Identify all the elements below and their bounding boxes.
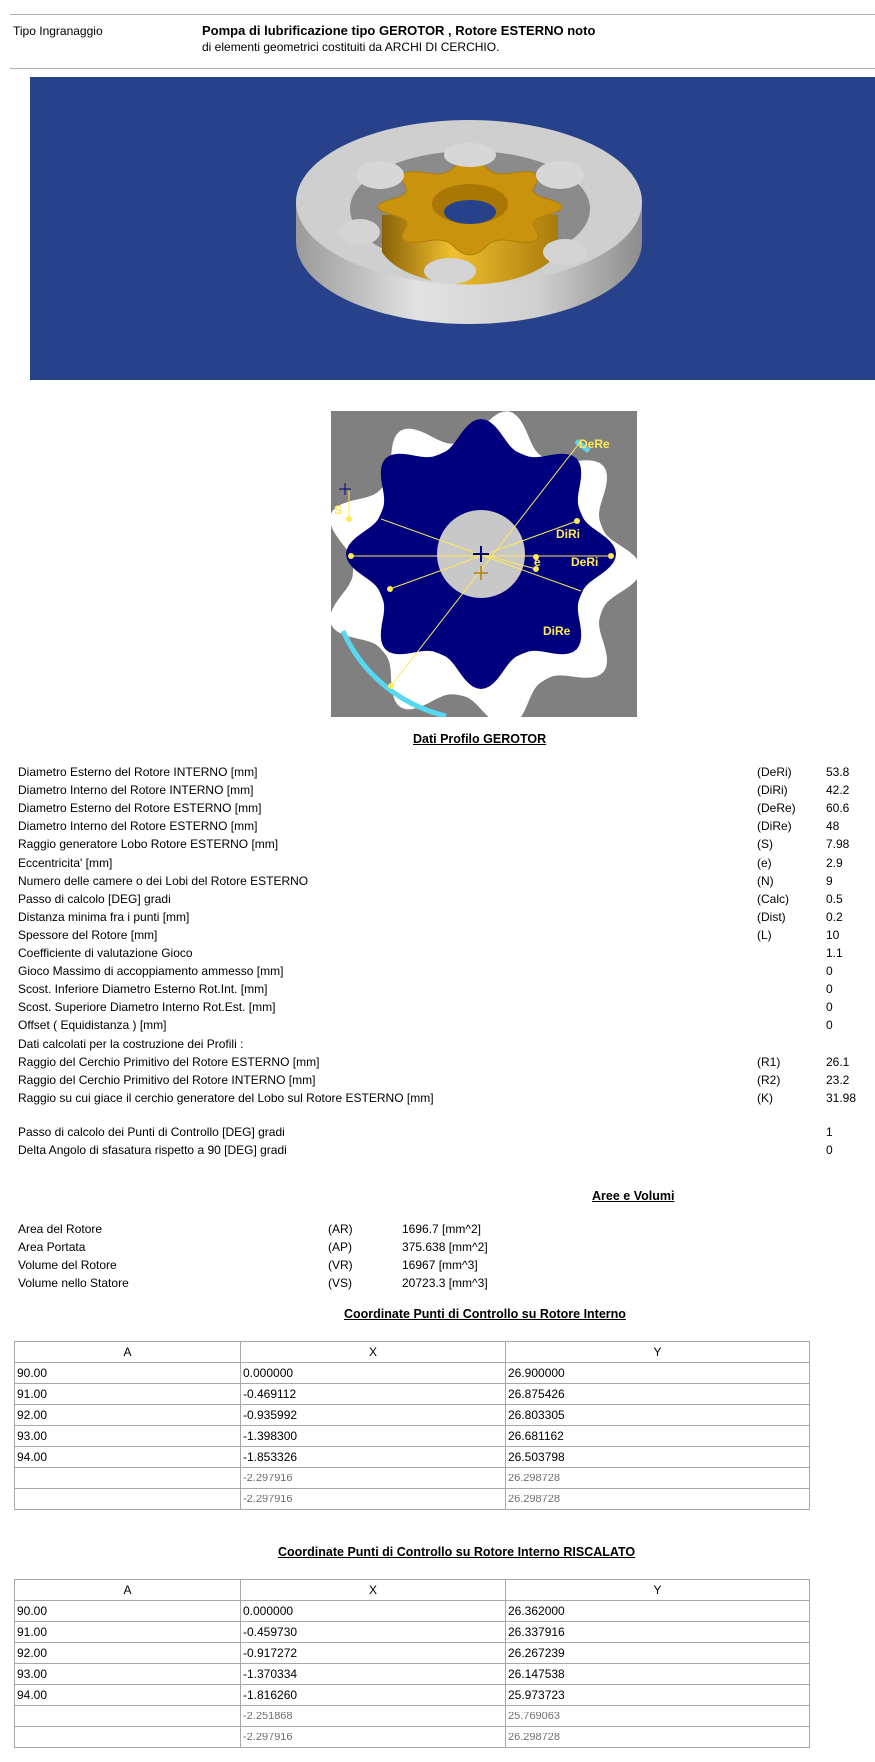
table-cell: -0.935992 — [241, 1405, 506, 1426]
table-cell — [15, 1706, 241, 1727]
table-cell — [15, 1468, 241, 1489]
profile-row-value: 0 — [826, 964, 833, 979]
page-subtitle: di elementi geometrici costituiti da ARCHI DI CERCHIO. — [202, 40, 500, 54]
table-cell: 91.00 — [15, 1384, 241, 1405]
profile-row — [18, 1091, 868, 1109]
header-bottom-divider — [10, 68, 875, 69]
profile-row-symbol: (N) — [757, 873, 774, 888]
table2-title: Coordinate Punti di Controllo su Rotore Interno RISCALATO — [278, 1545, 636, 1559]
clipped-cell-text: -2.297916 — [243, 1474, 293, 1482]
table-row — [15, 1405, 810, 1426]
label-dire: DiRe — [543, 624, 571, 638]
profile-row-symbol: (DeRe) — [757, 801, 796, 816]
profile-row — [18, 819, 868, 837]
profile-row-value: 53.8 — [826, 765, 850, 779]
table-cell: 93.00 — [15, 1426, 241, 1447]
table-cell: 94.00 — [15, 1685, 241, 1706]
profile-extra-row — [18, 1125, 868, 1143]
table-cell: 91.00 — [15, 1622, 241, 1643]
profile-row — [18, 874, 868, 892]
label-deri: DeRi — [571, 555, 599, 569]
area-row-symbol: (AP) — [328, 1240, 352, 1255]
area-row-value: 375.638 [mm^2] — [402, 1240, 488, 1255]
profile-row-symbol: (R2) — [757, 1072, 781, 1087]
profile-row-value: 0 — [826, 1143, 833, 1158]
outer-lobe — [543, 239, 587, 265]
profile-row-symbol: (R1) — [757, 1054, 781, 1069]
table-cell: -0.917272 — [241, 1643, 506, 1664]
profile-row — [18, 892, 868, 910]
table-cell: 26.147538 — [506, 1664, 810, 1685]
column-header: Y — [506, 1342, 810, 1363]
clipped-cell-text — [17, 1733, 238, 1741]
table-cell: 92.00 — [15, 1405, 241, 1426]
profile-row — [18, 964, 868, 982]
gerotor-3d-illustration — [30, 77, 875, 380]
table-cell: -1.398300 — [241, 1426, 506, 1447]
table-cell: 26.267239 — [506, 1643, 810, 1664]
profile-row-label: Diametro Interno del Rotore ESTERNO [mm] — [18, 819, 258, 834]
profile-row-symbol: (Calc) — [757, 891, 789, 906]
table-cell — [241, 1727, 506, 1748]
table-row-clipped — [15, 1489, 810, 1510]
column-header: X — [241, 1342, 506, 1363]
areas-section-title: Aree e Volumi — [592, 1189, 675, 1203]
table-cell: -0.459730 — [241, 1622, 506, 1643]
table-cell — [241, 1489, 506, 1510]
table-cell: 0.000000 — [241, 1601, 506, 1622]
profile-row-label: Passo di calcolo [DEG] gradi — [18, 891, 171, 906]
label-e: e — [534, 555, 541, 569]
profile-row-value: 7.98 — [826, 837, 850, 852]
profile-row-label: Delta Angolo di sfasatura rispetto a 90 [DEG] gradi — [18, 1143, 287, 1158]
profile-row-symbol: (K) — [757, 1090, 773, 1105]
profile-row-value: 0.2 — [826, 909, 843, 924]
column-header: X — [241, 1580, 506, 1601]
column-header: A — [15, 1580, 241, 1601]
profile-row-label: Dati calcolati per la costruzione dei Profili : — [18, 1036, 244, 1051]
profile-row — [18, 1000, 868, 1018]
table-cell — [15, 1489, 241, 1510]
area-row — [18, 1240, 618, 1258]
clipped-cell-text: -2.297916 — [243, 1733, 293, 1741]
profile-row — [18, 765, 868, 783]
table-row-clipped — [15, 1727, 810, 1748]
profile-row-symbol: (DiRi) — [757, 783, 788, 798]
profile-row-label: Diametro Interno del Rotore INTERNO [mm] — [18, 783, 254, 798]
gerotor-3d-render — [30, 77, 875, 380]
profile-row-symbol: (L) — [757, 927, 772, 942]
profile-extra-row — [18, 1143, 868, 1161]
inner-rotor-hole-through — [444, 200, 496, 224]
table-cell — [15, 1727, 241, 1748]
table-cell: -1.370334 — [241, 1664, 506, 1685]
outer-lobe — [340, 219, 380, 245]
profile-row-label: Raggio del Cerchio Primitivo del Rotore INTERNO [mm] — [18, 1072, 316, 1087]
table-cell: 94.00 — [15, 1447, 241, 1468]
profile-row-label: Diametro Esterno del Rotore ESTERNO [mm] — [18, 801, 262, 816]
profile-row-value: 42.2 — [826, 783, 850, 798]
table-row — [15, 1384, 810, 1405]
table-cell: 26.803305 — [506, 1405, 810, 1426]
label-diri: DiRi — [556, 527, 580, 541]
gerotor-profile-drawing — [331, 411, 637, 717]
gear-type-label: Tipo Ingranaggio — [13, 24, 103, 38]
profile-row-symbol: (DeRi) — [757, 765, 792, 779]
profile-row — [18, 1073, 868, 1091]
table-row — [15, 1426, 810, 1447]
area-row-label: Volume nello Statore — [18, 1276, 129, 1291]
table-row — [15, 1447, 810, 1468]
clipped-cell-text — [17, 1474, 238, 1482]
profile-section-title: Dati Profilo GEROTOR — [413, 732, 547, 746]
outer-lobe — [424, 258, 476, 284]
profile-row — [18, 1037, 868, 1055]
profile-row — [18, 910, 868, 928]
area-row-label: Area del Rotore — [18, 1222, 103, 1236]
profile-row-label: Diametro Esterno del Rotore INTERNO [mm] — [18, 765, 258, 779]
table-cell — [506, 1489, 810, 1510]
table-row — [15, 1363, 810, 1384]
control-points-table — [14, 1341, 810, 1510]
table-cell: -1.816260 — [241, 1685, 506, 1706]
table-cell — [241, 1706, 506, 1727]
clipped-cell-text: 25.769063 — [508, 1712, 560, 1720]
outer-lobe — [356, 161, 404, 189]
profile-row-value: 0 — [826, 982, 833, 997]
clipped-cell-text — [17, 1495, 238, 1503]
table-row — [15, 1622, 810, 1643]
profile-row — [18, 928, 868, 946]
table-row — [15, 1664, 810, 1685]
table1-title: Coordinate Punti di Controllo su Rotore Interno — [344, 1307, 626, 1321]
profile-row-label: Eccentricita' [mm] — [18, 855, 113, 870]
outer-lobe — [444, 143, 496, 167]
gerotor-profile-diagram — [331, 411, 637, 717]
area-row — [18, 1276, 618, 1294]
table-cell: 26.681162 — [506, 1426, 810, 1447]
profile-row — [18, 837, 868, 855]
area-row — [18, 1258, 618, 1276]
header-top-divider — [10, 14, 875, 15]
table-cell: 93.00 — [15, 1664, 241, 1685]
table-cell — [506, 1468, 810, 1489]
clipped-cell-text: -2.297916 — [243, 1495, 293, 1503]
area-row-label: Area Portata — [18, 1240, 86, 1255]
profile-row-label: Offset ( Equidistanza ) [mm] — [18, 1018, 167, 1033]
area-row-symbol: (VR) — [328, 1258, 353, 1273]
table-row — [15, 1601, 810, 1622]
control-points-rescaled-table — [14, 1579, 810, 1748]
table-cell: 90.00 — [15, 1363, 241, 1384]
profile-row-value: 26.1 — [826, 1054, 850, 1069]
area-row-symbol: (AR) — [328, 1222, 353, 1236]
area-row-value: 1696.7 [mm^2] — [402, 1222, 482, 1236]
clipped-cell-text: 26.298728 — [508, 1474, 560, 1482]
clipped-cell-text: 26.298728 — [508, 1495, 560, 1503]
area-row-value: 16967 [mm^3] — [402, 1258, 478, 1273]
clipped-cell-text: -2.251868 — [243, 1712, 293, 1720]
profile-row — [18, 783, 868, 801]
profile-row-label: Scost. Superiore Diametro Interno Rot.Est. [mm] — [18, 1000, 276, 1015]
table-cell: 26.362000 — [506, 1601, 810, 1622]
profile-row — [18, 1018, 868, 1036]
profile-row-label: Coefficiente di valutazione Gioco — [18, 946, 193, 960]
profile-row-label: Spessore del Rotore [mm] — [18, 927, 158, 942]
profile-row — [18, 856, 868, 874]
area-row-label: Volume del Rotore — [18, 1258, 117, 1273]
outer-lobe — [536, 161, 584, 189]
profile-row — [18, 801, 868, 819]
profile-row-value: 60.6 — [826, 801, 850, 816]
table-cell — [506, 1727, 810, 1748]
profile-row-label: Raggio del Cerchio Primitivo del Rotore ESTERNO [mm] — [18, 1054, 320, 1069]
profile-row-value: 10 — [826, 927, 840, 942]
area-row-symbol: (VS) — [328, 1276, 352, 1291]
page-title: Pompa di lubrificazione tipo GEROTOR , Rotore ESTERNO noto — [202, 23, 596, 38]
table-row-clipped — [15, 1706, 810, 1727]
table-cell — [506, 1706, 810, 1727]
table-cell: 26.875426 — [506, 1384, 810, 1405]
table-cell: 90.00 — [15, 1601, 241, 1622]
profile-row-symbol: (e) — [757, 855, 772, 870]
table-cell: 92.00 — [15, 1643, 241, 1664]
clipped-cell-text — [17, 1712, 238, 1720]
profile-row — [18, 1055, 868, 1073]
profile-row-value: 0 — [826, 1018, 833, 1033]
clipped-cell-text: 26.298728 — [508, 1733, 560, 1741]
profile-row-label: Raggio su cui giace il cerchio generatore del Lobo sul Rotore ESTERNO [mm] — [18, 1090, 434, 1105]
profile-row — [18, 946, 868, 964]
table-cell: -1.853326 — [241, 1447, 506, 1468]
table-row-clipped — [15, 1468, 810, 1489]
profile-row-label: Scost. Inferiore Diametro Esterno Rot.Int. [mm] — [18, 982, 268, 997]
profile-row-value: 31.98 — [826, 1090, 857, 1105]
profile-row-label: Gioco Massimo di accoppiamento ammesso [mm] — [18, 964, 284, 979]
table-cell: 26.900000 — [506, 1363, 810, 1384]
profile-row-value: 9 — [826, 873, 833, 888]
table-cell: -0.469112 — [241, 1384, 506, 1405]
profile-row-value: 23.2 — [826, 1072, 850, 1087]
table-row — [15, 1685, 810, 1706]
label-dere: DeRe — [579, 437, 610, 451]
profile-row-value: 1 — [826, 1125, 833, 1139]
profile-row-symbol: (Dist) — [757, 909, 786, 924]
table-cell: 25.973723 — [506, 1685, 810, 1706]
profile-row-value: 2.9 — [826, 855, 843, 870]
profile-row-label: Distanza minima fra i punti [mm] — [18, 909, 190, 924]
profile-row-value: 1.1 — [826, 946, 843, 960]
column-header: A — [15, 1342, 241, 1363]
profile-row-symbol: (S) — [757, 837, 773, 852]
area-row-value: 20723.3 [mm^3] — [402, 1276, 488, 1291]
profile-row-value: 0 — [826, 1000, 833, 1015]
profile-row-symbol: (DiRe) — [757, 819, 792, 834]
table-cell: 26.503798 — [506, 1447, 810, 1468]
profile-row-label: Raggio generatore Lobo Rotore ESTERNO [mm] — [18, 837, 279, 852]
table-row — [15, 1643, 810, 1664]
profile-row-label: Passo di calcolo dei Punti di Controllo [DEG] gradi — [18, 1125, 285, 1139]
column-header: Y — [506, 1580, 810, 1601]
profile-row — [18, 982, 868, 1000]
table-cell: 0.000000 — [241, 1363, 506, 1384]
table-cell: 26.337916 — [506, 1622, 810, 1643]
profile-row-value: 0.5 — [826, 891, 843, 906]
profile-row-value: 48 — [826, 819, 840, 834]
area-row — [18, 1222, 618, 1240]
table-cell — [241, 1468, 506, 1489]
profile-row-label: Numero delle camere o dei Lobi del Rotore ESTERNO — [18, 873, 309, 888]
label-s: S — [334, 503, 343, 517]
